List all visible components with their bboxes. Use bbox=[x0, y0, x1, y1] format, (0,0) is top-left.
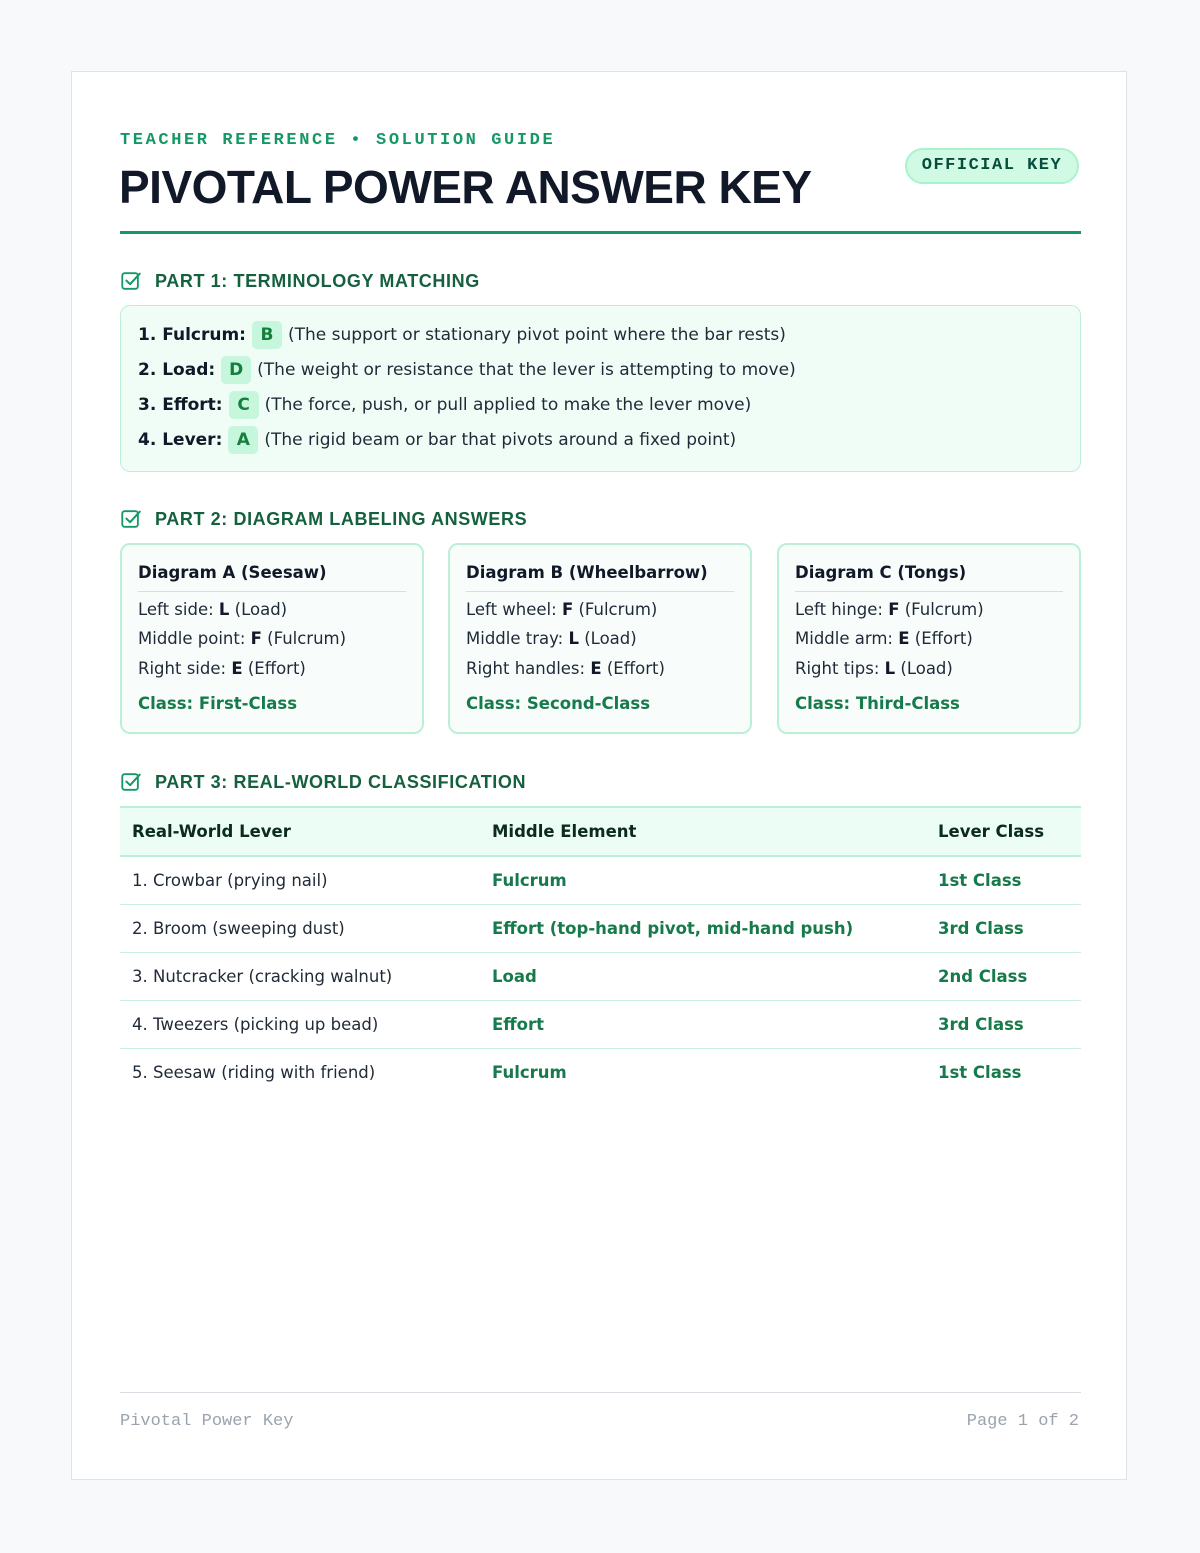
part3-heading bbox=[120, 770, 526, 794]
match-definition: (The force, push, or pull applied to make the lever move) bbox=[264, 395, 752, 415]
answer-key-page bbox=[71, 71, 1127, 1480]
part2-heading bbox=[120, 507, 527, 531]
card-divider bbox=[138, 591, 406, 592]
middle-element-cell: Effort bbox=[480, 1001, 926, 1049]
part2-title: PART 2: DIAGRAM LABELING ANSWERS bbox=[155, 508, 528, 529]
lever-name-cell: 1. Crowbar (prying nail) bbox=[120, 856, 480, 905]
card-divider bbox=[466, 591, 734, 592]
diagram-card-a bbox=[120, 543, 424, 734]
lever-class-label: Class: First-Class bbox=[138, 694, 298, 713]
column-header: Middle Element bbox=[480, 807, 926, 856]
match-item bbox=[138, 356, 796, 384]
lever-class-cell: 1st Class bbox=[926, 856, 1081, 905]
card-line: Middle point: F (Fulcrum) bbox=[138, 629, 347, 648]
lever-class-cell: 1st Class bbox=[938, 1063, 1022, 1082]
card-divider bbox=[795, 591, 1063, 592]
terminology-matching-box bbox=[120, 305, 1081, 472]
table-header-row bbox=[120, 807, 1081, 856]
match-term: 4. Lever: bbox=[138, 430, 223, 450]
lever-name-cell: 3. Nutcracker (cracking walnut) bbox=[120, 953, 480, 1001]
table-row bbox=[120, 856, 1081, 905]
match-item bbox=[138, 426, 736, 454]
middle-element-cell: Load bbox=[480, 953, 926, 1001]
match-term: 1. Fulcrum: bbox=[138, 325, 246, 345]
table-row bbox=[120, 905, 1081, 953]
match-definition: (The rigid beam or bar that pivots around a fixed point) bbox=[264, 430, 737, 450]
card-line: Middle arm: E (Effort) bbox=[795, 629, 973, 648]
eyebrow-label: TEACHER REFERENCE • SOLUTION GUIDE bbox=[120, 131, 556, 150]
table-row bbox=[120, 953, 1081, 1001]
column-header: Lever Class bbox=[926, 807, 1081, 856]
match-definition: (The weight or resistance that the lever is attempting to move) bbox=[257, 360, 796, 380]
card-line: Left wheel: F (Fulcrum) bbox=[466, 600, 658, 619]
lever-name-cell: 2. Broom (sweeping dust) bbox=[120, 905, 480, 953]
lever-class-cell: 3rd Class bbox=[926, 1001, 1081, 1049]
diagram-card-b bbox=[448, 543, 752, 734]
answer-letter: B bbox=[252, 321, 282, 349]
card-line: Right handles: E (Effort) bbox=[466, 659, 665, 678]
card-line: Right side: E (Effort) bbox=[138, 659, 306, 678]
check-square-icon bbox=[120, 508, 142, 530]
middle-element-cell: Effort (top-hand pivot, mid-hand push) bbox=[480, 905, 926, 953]
check-square-icon bbox=[120, 270, 142, 292]
card-title: Diagram C (Tongs) bbox=[795, 563, 967, 582]
part1-heading bbox=[120, 269, 480, 293]
lever-name-cell: 5. Seesaw (riding with friend) bbox=[132, 1063, 376, 1082]
table-row bbox=[120, 1001, 1081, 1049]
match-definition: (The support or stationary pivot point where the bar rests) bbox=[287, 325, 786, 345]
footer-divider bbox=[120, 1392, 1081, 1393]
card-line: Left hinge: F (Fulcrum) bbox=[795, 600, 984, 619]
answer-letter: C bbox=[229, 391, 259, 419]
match-term: 3. Effort: bbox=[138, 395, 223, 415]
official-key-badge: OFFICIAL KEY bbox=[905, 148, 1079, 184]
answer-letter: A bbox=[228, 426, 258, 454]
check-square-icon bbox=[120, 771, 142, 793]
middle-element-cell: Fulcrum bbox=[492, 1063, 567, 1082]
match-item bbox=[138, 321, 786, 349]
answer-letter: D bbox=[221, 356, 251, 384]
card-line: Middle tray: L (Load) bbox=[466, 629, 637, 648]
card-title: Diagram B (Wheelbarrow) bbox=[466, 563, 708, 582]
page-title: PIVOTAL POWER ANSWER KEY bbox=[119, 161, 812, 213]
footer-doc-name: Pivotal Power Key bbox=[120, 1412, 294, 1431]
card-title: Diagram A (Seesaw) bbox=[138, 563, 327, 582]
lever-class-label: Class: Second-Class bbox=[466, 694, 651, 713]
lever-class-cell: 3rd Class bbox=[926, 905, 1081, 953]
page-number: Page 1 of 2 bbox=[966, 1412, 1079, 1431]
classification-table bbox=[120, 806, 1081, 1096]
table-row bbox=[120, 1049, 1081, 1097]
match-term: 2. Load: bbox=[138, 360, 216, 380]
lever-class-label: Class: Third-Class bbox=[795, 694, 960, 713]
part1-title: PART 1: TERMINOLOGY MATCHING bbox=[155, 270, 480, 291]
header-divider bbox=[120, 231, 1081, 234]
lever-name-cell: 4. Tweezers (picking up bead) bbox=[120, 1001, 480, 1049]
card-line: Right tips: L (Load) bbox=[795, 659, 953, 678]
column-header: Real-World Lever bbox=[120, 807, 480, 856]
part3-title: PART 3: REAL-WORLD CLASSIFICATION bbox=[155, 771, 527, 792]
match-item bbox=[138, 391, 751, 419]
middle-element-cell: Fulcrum bbox=[480, 856, 926, 905]
card-line: Left side: L (Load) bbox=[138, 600, 288, 619]
diagram-card-c bbox=[777, 543, 1081, 734]
lever-class-cell: 2nd Class bbox=[926, 953, 1081, 1001]
